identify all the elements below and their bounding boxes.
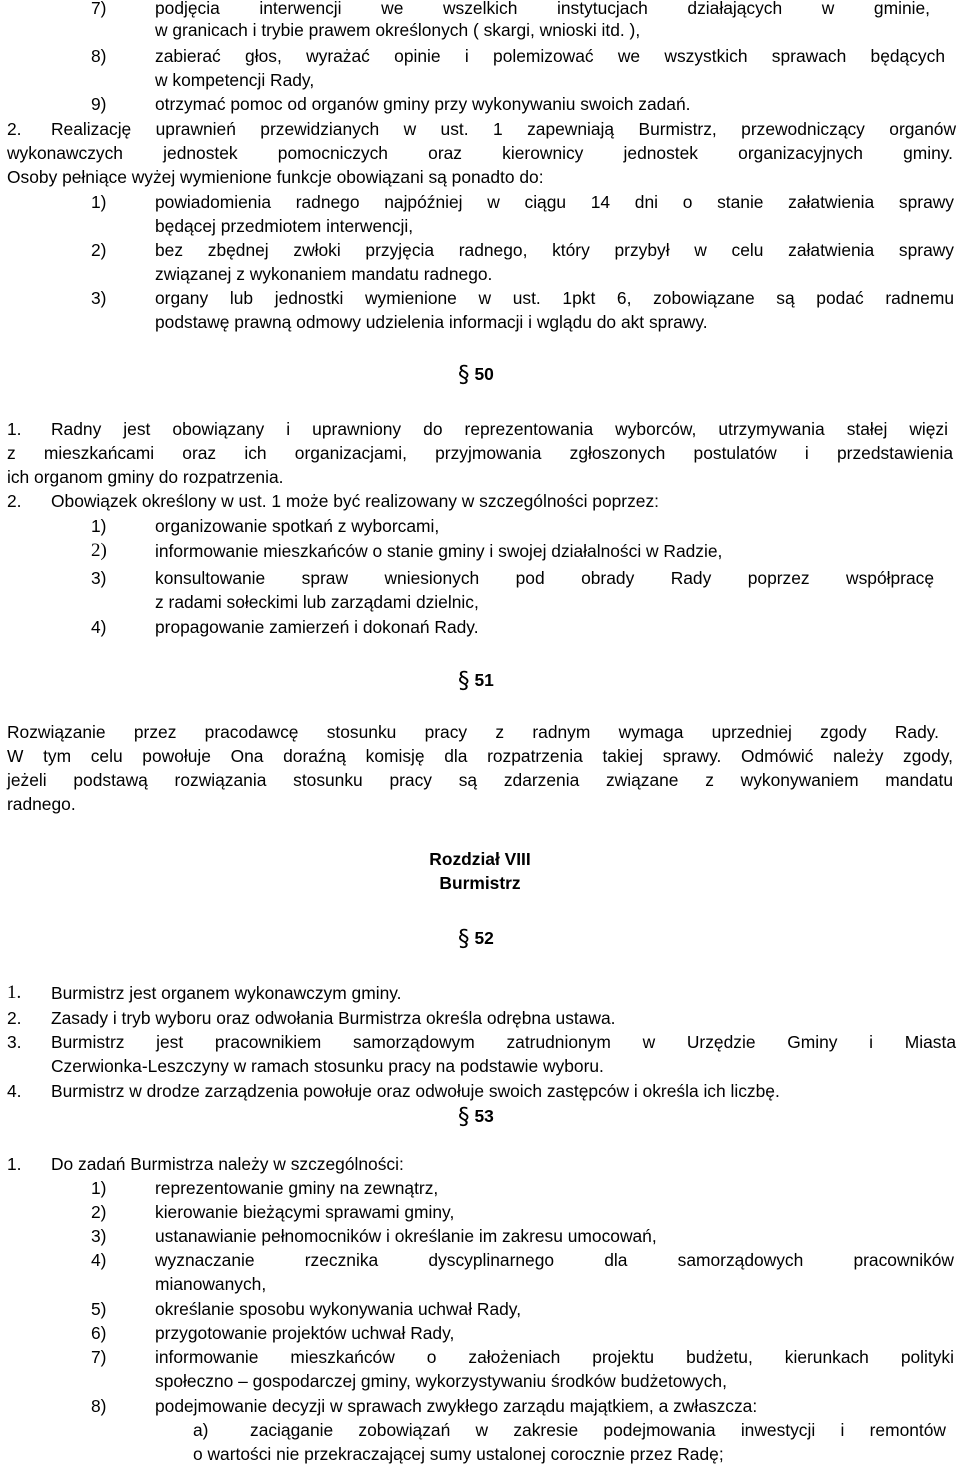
section-heading	[458, 668, 494, 694]
paragraph-number: 2.	[7, 1008, 22, 1028]
chapter-subtitle: Burmistrz	[439, 873, 521, 893]
paragraph-number: 4.	[7, 1081, 22, 1101]
list-text: z radami sołeckimi lub zarządami dzielnic,	[155, 592, 479, 612]
section-symbol: §	[458, 668, 470, 694]
list-number: 1)	[91, 516, 107, 536]
section-symbol: §	[458, 1104, 470, 1130]
list-number: 5)	[91, 1299, 107, 1319]
paragraph-number: 2.	[7, 119, 22, 139]
paragraph-text: Czerwionka-Leszczyny w ramach stosunku pracy na podstawie wyboru.	[51, 1056, 604, 1076]
sublist-letter: a)	[193, 1420, 209, 1440]
list-text: społeczno – gospodarczej gminy, wykorzystywaniu środków budżetowych,	[155, 1371, 727, 1391]
paragraph-text: W tym celu powołuje Ona doraźną komisję dla rozpatrzenia takiej sprawy. Odmówić należy zgody,	[7, 746, 953, 766]
list-text: podjęcia interwencji we wszelkich instytucjach działających w gminie,	[155, 0, 930, 18]
list-number: 1)	[91, 192, 107, 212]
list-text: będącej przedmiotem interwencji,	[155, 216, 414, 236]
list-text: ustanawianie pełnomocników i określanie im zakresu umocowań,	[155, 1226, 657, 1246]
paragraph-text: Osoby pełniące wyżej wymienione funkcje obowiązani są ponadto do:	[7, 167, 544, 187]
list-text: podejmowanie decyzji w sprawach zwykłego zarządu majątkiem, a zwłaszcza:	[155, 1396, 758, 1416]
paragraph-text: Burmistrz w drodze zarządzenia powołuje oraz odwołuje swoich zastępców i określa ich liczbę.	[51, 1081, 780, 1101]
list-number: 2)	[91, 1202, 107, 1222]
list-text: wyznaczanie rzecznika dyscyplinarnego dla samorządowych pracowników	[155, 1250, 954, 1270]
paragraph-text: Burmistrz jest pracownikiem samorządowym zatrudnionym w Urzędzie Gminy i Miasta	[51, 1032, 956, 1052]
sublist-text: o wartości nie przekraczającej sumy ustalonej corocznie przez Radę;	[193, 1444, 724, 1464]
paragraph-text: Realizację uprawnień przewidzianych w ust. 1 zapewniają Burmistrz, przewodniczący organów	[51, 119, 956, 139]
list-number: 7)	[91, 1347, 107, 1367]
list-number: 8)	[91, 1396, 107, 1416]
list-number: 4)	[91, 1250, 107, 1270]
list-text: mianowanych,	[155, 1274, 267, 1294]
list-text: podstawę prawną odmowy udzielenia informacji i wglądu do akt sprawy.	[155, 312, 708, 332]
paragraph-number: 1.	[7, 982, 22, 1003]
list-number: 3)	[91, 288, 107, 308]
list-number: 3)	[91, 568, 107, 588]
section-number: 51	[474, 670, 494, 690]
list-number: 7)	[91, 0, 107, 18]
list-text: informowanie mieszkańców o stanie gminy i swojej działalności w Radzie,	[155, 541, 723, 561]
paragraph-number: 1.	[7, 1154, 22, 1174]
list-text: w granicach i trybie prawem określonych ( skargi, wnioski itd. ),	[155, 20, 641, 40]
list-text: związanej z wykonaniem mandatu radnego.	[155, 264, 493, 284]
section-number: 53	[474, 1106, 494, 1126]
paragraph-text: jeżeli podstawą rozwiązania stosunku pracy są zdarzenia związane z wykonywaniem mandatu	[7, 770, 953, 790]
list-text: konsultowanie spraw wniesionych pod obrady Rady poprzez współpracę	[155, 568, 934, 588]
list-text: przygotowanie projektów uchwał Rady,	[155, 1323, 455, 1343]
paragraph-text: radnego.	[7, 794, 76, 814]
section-symbol: §	[458, 362, 470, 388]
list-number: 1)	[91, 1178, 107, 1198]
list-number: 2)	[91, 540, 107, 561]
section-heading	[458, 362, 494, 388]
paragraph-text: Zasady i tryb wyboru oraz odwołania Burmistrza określa odrębna ustawa.	[51, 1008, 616, 1028]
section-symbol: §	[458, 926, 470, 952]
paragraph-number: 2.	[7, 491, 22, 511]
paragraph-text: Do zadań Burmistrza należy w szczególności:	[51, 1154, 404, 1174]
list-text: organizowanie spotkań z wyborcami,	[155, 516, 440, 536]
section-heading	[458, 1104, 494, 1130]
list-number: 3)	[91, 1226, 107, 1246]
paragraph-text: Obowiązek określony w ust. 1 może być realizowany w szczególności poprzez:	[51, 491, 659, 511]
list-number: 9)	[91, 94, 107, 114]
list-number: 8)	[91, 46, 107, 66]
list-text: organy lub jednostki wymienione w ust. 1pkt 6, zobowiązane są podać radnemu	[155, 288, 954, 308]
list-text: kierowanie bieżącymi sprawami gminy,	[155, 1202, 455, 1222]
list-number: 6)	[91, 1323, 107, 1343]
paragraph-text: z mieszkańcami oraz ich organizacjami, przyjmowania zgłoszonych postulatów i przedstawienia	[7, 443, 953, 463]
paragraph-text: Rozwiązanie przez pracodawcę stosunku pracy z radnym wymaga uprzedniej zgody Rady.	[7, 722, 939, 742]
list-text: w kompetencji Rady,	[155, 70, 315, 90]
list-number: 4)	[91, 617, 107, 637]
section-heading	[458, 926, 494, 952]
paragraph-text: Radny jest obowiązany i uprawniony do reprezentowania wyborców, utrzymywania stałej więzi	[51, 419, 948, 439]
paragraph-text: ich organom gminy do rozpatrzenia.	[7, 467, 284, 487]
paragraph-text: wykonawczych jednostek pomocniczych oraz kierownicy jednostek organizacyjnych gminy.	[7, 143, 953, 163]
list-text: określanie sposobu wykonywania uchwał Rady,	[155, 1299, 522, 1319]
list-text: zabierać głos, wyrażać opinie i polemizować we wszystkich sprawach będących	[155, 46, 945, 66]
section-number: 50	[474, 364, 494, 384]
chapter-title: Rozdział VIII	[429, 849, 531, 869]
list-text: powiadomienia radnego najpóźniej w ciągu 14 dni o stanie załatwienia sprawy	[155, 192, 954, 212]
list-text: informowanie mieszkańców o założeniach projektu budżetu, kierunkach polityki	[155, 1347, 954, 1367]
paragraph-number: 1.	[7, 419, 22, 439]
list-text: bez zbędnej zwłoki przyjęcia radnego, który przybył w celu załatwienia sprawy	[155, 240, 954, 260]
list-number: 2)	[91, 240, 107, 260]
paragraph-text: Burmistrz jest organem wykonawczym gminy.	[51, 983, 402, 1003]
list-text: propagowanie zamierzeń i dokonań Rady.	[155, 617, 479, 637]
paragraph-number: 3.	[7, 1032, 22, 1052]
list-text: reprezentowanie gminy na zewnątrz,	[155, 1178, 439, 1198]
list-text: otrzymać pomoc od organów gminy przy wykonywaniu swoich zadań.	[155, 94, 691, 114]
sublist-text: zaciąganie zobowiązań w zakresie podejmowania inwestycji i remontów	[250, 1420, 946, 1440]
section-number: 52	[474, 928, 494, 948]
